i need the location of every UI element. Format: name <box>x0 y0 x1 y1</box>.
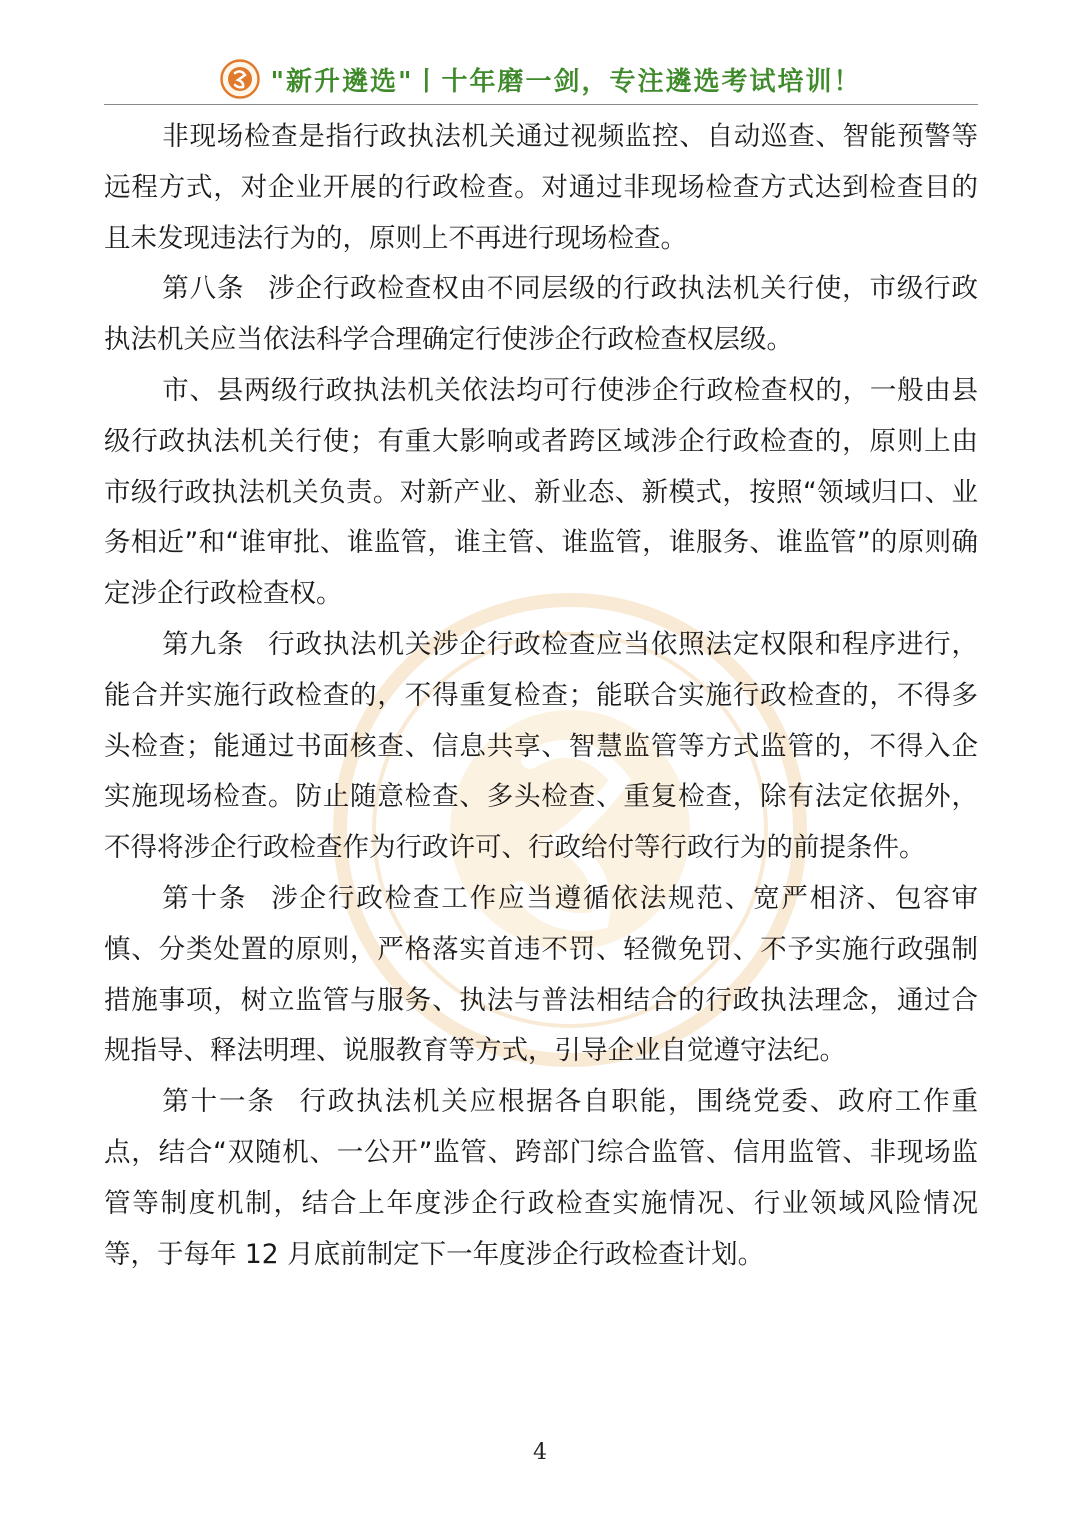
article-number: 第十条 <box>162 882 248 914</box>
header-slogan: "新升遴选"丨十年磨一剑，专注遴选考试培训！ <box>270 66 862 97</box>
paragraph <box>104 112 978 264</box>
article-number: 第九条 <box>162 628 245 660</box>
paragraph-text: 涉企行政检查工作应当遵循依法规范、宽严相济、包容审慎、分类处置的原则，严格落实首违不罚、轻微免罚、不予实施行政强制措施事项，树立监管与服务、执法与普法相结合的行政执法理念，通过合规指导、释法明理、说服教育等方式，引导企业自觉遵守法纪。 <box>104 882 979 1067</box>
page-header <box>104 54 978 105</box>
paragraph <box>104 366 978 620</box>
paragraph-text: 市、县两级行政执法机关依法均可行使涉企行政检查权的，一般由县级行政执法机关行使；有重大影响或者跨区域涉企行政检查的，原则上由市级行政执法机关负责。对新产业、新业态、新模式，按照“领域归口、业务相近”和“谁审批、谁监管，谁主管、谁监管，谁服务、谁监管”的原则确定涉企行政检查权。 <box>104 374 978 610</box>
paragraph <box>104 264 978 366</box>
paragraph-text: 行政执法机关涉企行政检查应当依照法定权限和程序进行，能合并实施行政检查的，不得重复检查；能联合实施行政检查的，不得多头检查；能通过书面核查、信息共享、智慧监管等方式监管的，不得入企实施现场检查。防止随意检查、多头检查、重复检查，除有法定依据外，不得将涉企行政检查作为行政许可、行政给付等行政行为的前提条件。 <box>104 628 979 864</box>
article-number: 第八条 <box>162 273 245 305</box>
page-number: 4 <box>533 1440 547 1465</box>
paragraph <box>104 1077 978 1280</box>
paragraph-text: 非现场检查是指行政执法机关通过视频监控、自动巡查、智能预警等远程方式，对企业开展的行政检查。对通过非现场检查方式达到检查目的且未发现违法行为的，原则上不再进行现场检查。 <box>104 121 978 254</box>
paragraph <box>104 620 978 874</box>
paragraph-text: 行政执法机关应根据各自职能，围绕党委、政府工作重点，结合“双随机、一公开”监管、跨部门综合监管、信用监管、非现场监管等制度机制，结合上年度涉企行政检查实施情况、行业领域风险情况等，于每年 12 月底前制定下一年度涉企行政检查计划。 <box>104 1086 979 1270</box>
article-number: 第十一条 <box>162 1086 276 1118</box>
brand-logo-icon <box>220 59 260 99</box>
paragraph-text: 涉企行政检查权由不同层级的行政执法机关行使，市级行政执法机关应当依法科学合理确定行使涉企行政检查权层级。 <box>104 273 979 356</box>
paragraph <box>104 874 978 1077</box>
document-body <box>104 112 978 1280</box>
